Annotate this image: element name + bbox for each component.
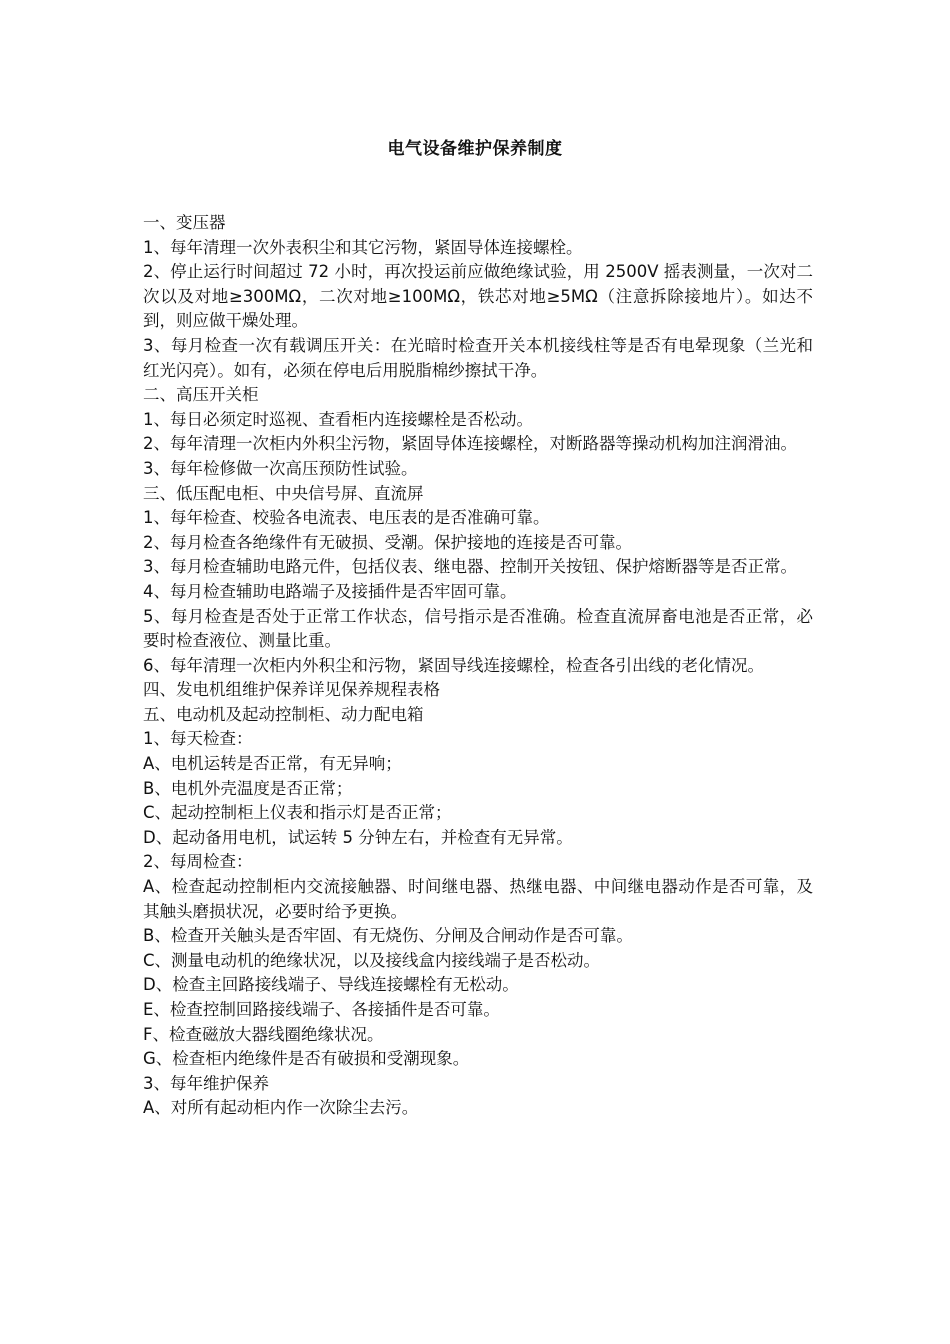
paragraph: 2、每月检查各绝缘件有无破损、受潮。保护接地的连接是否可靠。 — [143, 532, 632, 552]
paragraph: G、检查柜内绝缘件是否有破损和受潮现象。 — [143, 1049, 470, 1069]
paragraph: A、电机运转是否正常，有无异响； — [143, 754, 402, 774]
paragraph: D、检查主回路接线端子、导线连接螺栓有无松动。 — [143, 975, 519, 995]
paragraph: 1、每日必须定时巡视、查看柜内连接螺栓是否松动。 — [143, 409, 533, 429]
paragraph: A、对所有起动柜内作一次除尘去污。 — [143, 1098, 419, 1118]
section-heading: 二、高压开关柜 — [143, 385, 259, 405]
paragraph: 3、每年检修做一次高压预防性试验。 — [143, 458, 418, 478]
document-title: 电气设备维护保养制度 — [387, 139, 563, 159]
paragraph: 6、每年清理一次柜内外积尘和污物，紧固导线连接螺栓，检查各引出线的老化情况。 — [143, 655, 764, 675]
paragraph: 2、每年清理一次柜内外积尘污物，紧固导体连接螺栓，对断路器等操动机构加注润滑油。 — [143, 434, 797, 454]
paragraph: 3、每月检查一次有载调压开关：在光暗时检查开关本机接线柱等是否有电晕现象（兰光和红光闪亮）。如有，必须在停电后用脱脂棉纱擦拭干净。 — [143, 335, 813, 380]
paragraph: D、起动备用电机，试运转 5 分钟左右，并检查有无异常。 — [143, 827, 573, 847]
paragraph: B、电机外壳温度是否正常； — [143, 778, 353, 798]
paragraph: F、检查磁放大器线圈绝缘状况。 — [143, 1024, 384, 1044]
paragraph: B、检查开关触头是否牢固、有无烧伤、分闸及合闸动作是否可靠。 — [143, 926, 633, 946]
section-heading: 一、变压器 — [143, 213, 226, 232]
section-heading: 四、发电机组维护保养详见保养规程表格 — [143, 680, 440, 700]
paragraph: E、检查控制回路接线端子、各接插件是否可靠。 — [143, 1000, 500, 1019]
paragraph: 1、每年清理一次外表积尘和其它污物，紧固导体连接螺栓。 — [143, 237, 583, 257]
paragraph: 3、每年维护保养 — [143, 1073, 269, 1093]
section-heading: 三、低压配电柜、中央信号屏、直流屏 — [143, 483, 424, 503]
paragraph: 1、每年检查、校验各电流表、电压表的是否准确可靠。 — [143, 508, 550, 528]
paragraph: 1、每天检查： — [143, 729, 253, 749]
paragraph: 2、停止运行时间超过 72 小时，再次投运前应做绝缘试验，用 2500V 摇表测量，一次对二次以及对地≥300MΩ，二次对地≥100MΩ，铁芯对地≥5MΩ（注意拆除接地片）。如达不到，则应做干燥处理。 — [143, 262, 813, 331]
paragraph: 5、每月检查是否处于正常工作状态，信号指示是否准确。检查直流屏畜电池是否正常，必要时检查液位、测量比重。 — [143, 606, 813, 651]
section-heading: 五、电动机及起动控制柜、动力配电箱 — [143, 704, 424, 724]
paragraph: C、起动控制柜上仪表和指示灯是否正常； — [143, 803, 452, 823]
document-body — [143, 211, 813, 1121]
paragraph: 3、每月检查辅助电路元件，包括仪表、继电器、控制开关按钮、保护熔断器等是否正常。 — [143, 557, 797, 577]
paragraph: 4、每月检查辅助电路端子及接插件是否牢固可靠。 — [143, 581, 517, 601]
paragraph: A、检查起动控制柜内交流接触器、时间继电器、热继电器、中间继电器动作是否可靠，及其触头磨损状况，必要时给予更换。 — [143, 877, 813, 921]
paragraph: 2、每周检查： — [143, 852, 253, 872]
paragraph: C、测量电动机的绝缘状况，以及接线盒内接线端子是否松动。 — [143, 950, 601, 970]
